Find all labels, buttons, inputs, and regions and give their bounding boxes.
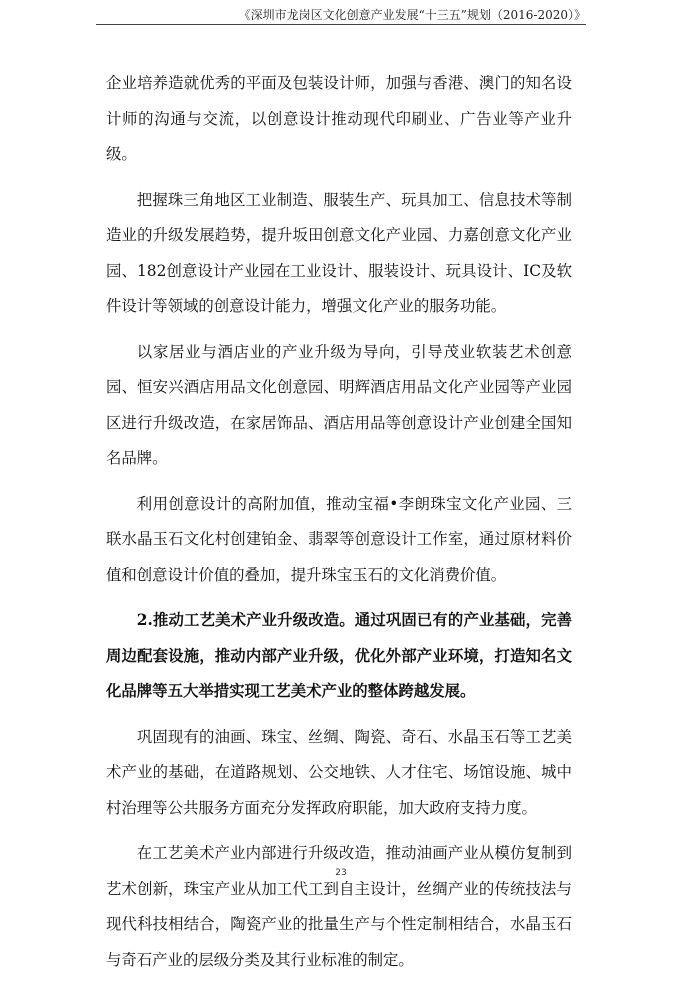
paragraph: 利用创意设计的高附加值，推动宝福•李朗珠宝文化产业园、三联水晶玉石文化村创建铂金、翡翠等创意设计工作室，通过原材料价值和创意设计价值的叠加，提升珠宝玉石的文化消费价值。	[106, 494, 572, 584]
paragraph: 巩固现有的油画、珠宝、丝绸、陶瓷、奇石、水晶玉石等工艺美术产业的基础，在道路规划、公交地铁、人才住宅、场馆设施、城中村治理等公共服务方面充分发挥政府职能，加大政府支持力度。	[106, 727, 572, 817]
paragraph: 在工艺美术产业内部进行升级改造，推动油画产业从模仿复制到艺术创新，珠宝产业从加工代工到自主设计，丝绸产业的传统技法与现代科技相结合，陶瓷产业的批量生产与个性定制相结合，水晶玉石与奇石产业的层级分类及其行业标准的制定。	[106, 844, 572, 969]
document-body	[106, 66, 572, 988]
page-header: 《深圳市龙岗区文化创意产业发展“十三五”规划（2016-2020）》	[238, 8, 586, 22]
section-heading-paragraph: 2.推动工艺美术产业升级改造。通过巩固已有的产业基础，完善周边配套设施，推动内部产业升级，优化外部产业环境，打造知名文化品牌等五大举措实现工艺美术产业的整体跨越发展。	[106, 611, 572, 700]
page-number: 23	[335, 868, 347, 878]
paragraph: 企业培养造就优秀的平面及包装设计师，加强与香港、澳门的知名设计师的沟通与交流，以创意设计推动现代印刷业、广告业等产业升级。	[106, 74, 572, 163]
header-divider	[96, 24, 586, 25]
paragraph: 以家居业与酒店业的产业升级为导向，引导茂业软装艺术创意园、恒安兴酒店用品文化创意园、明辉酒店用品文化产业园等产业园区进行升级改造，在家居饰品、酒店用品等创意设计产业创建全国知名品牌。	[106, 342, 572, 467]
paragraph: 把握珠三角地区工业制造、服装生产、玩具加工、信息技术等制造业的升级发展趋势，提升坂田创意文化产业园、力嘉创意文化产业园、182创意设计产业园在工业设计、服装设计、玩具设计、IC及软件设计等领域的创意设计能力，增强文化产业的服务功能。	[106, 190, 572, 315]
